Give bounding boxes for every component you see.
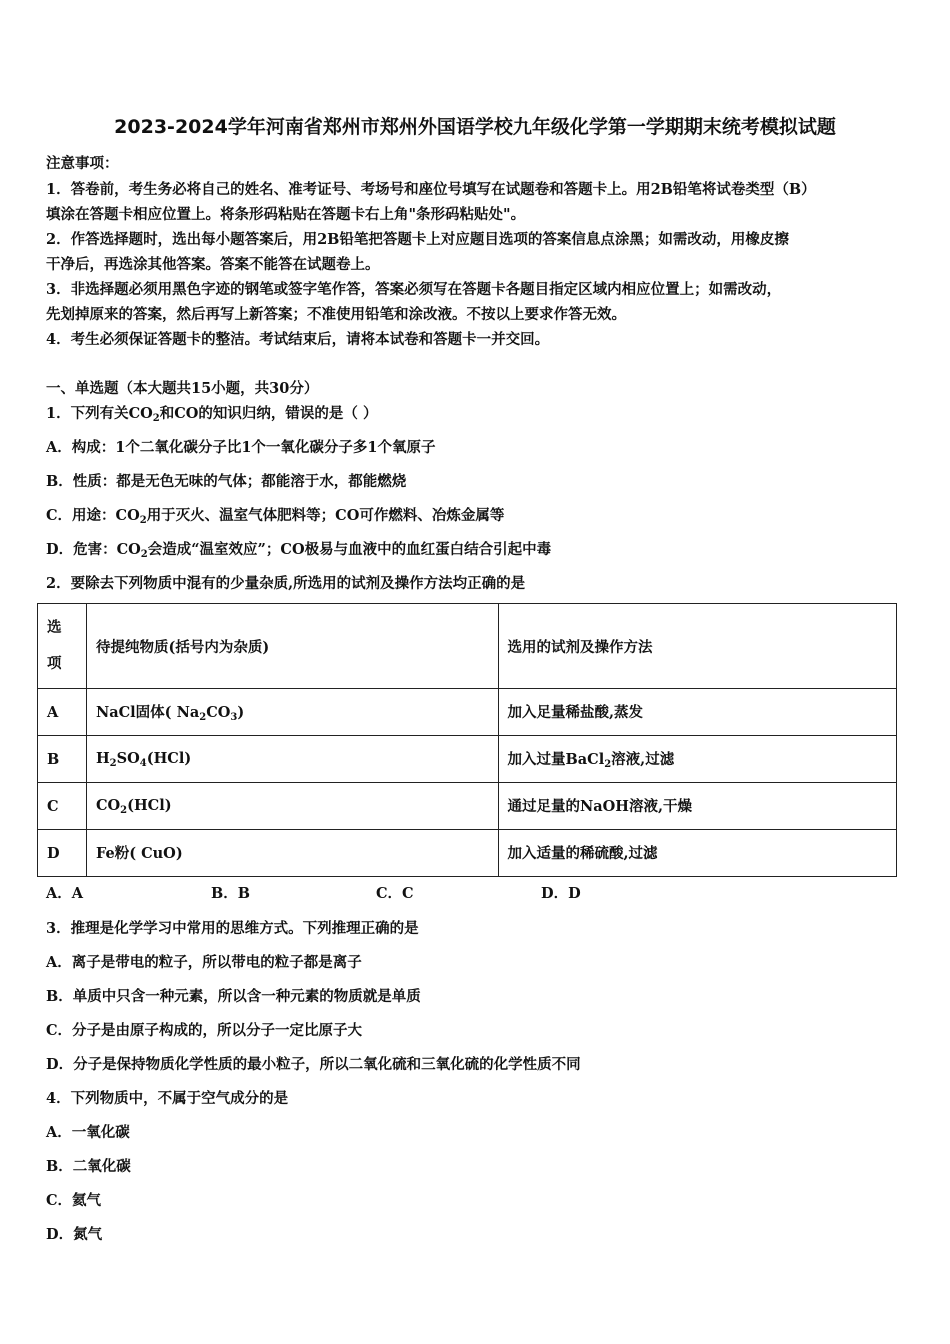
q2-choice-c: C．C <box>376 885 414 902</box>
row-substance: $CO_2(HCl)$ <box>86 783 498 830</box>
q1-stem: 1．下列有关$CO_2$和CO的知识归纳，错误的是（ ） <box>46 405 378 424</box>
row-method: 加入足量稀盐酸,蒸发 <box>498 689 897 736</box>
header-method: 选用的试剂及操作方法 <box>498 604 897 689</box>
row-substance: NaCl固体( $Na_2CO_3$) <box>86 689 498 736</box>
row-method: 通过足量的NaOH溶液,干燥 <box>498 783 897 830</box>
header-substance: 待提纯物质(括号内为杂质) <box>86 604 498 689</box>
q1-option-c: C．用途：$CO_2$用于灭火、温室气体肥料等；CO可作燃料、冶炼金属等 <box>46 507 505 526</box>
notice-line: 干净后，再选涂其他答案。答案不能答在试题卷上。 <box>46 256 380 273</box>
row-option: B <box>38 736 87 783</box>
q2-choice-d: D．D <box>541 885 581 902</box>
notice-heading: 注意事项： <box>46 155 119 172</box>
row-substance: Fe粉( CuO) <box>86 830 498 877</box>
section-heading: 一、单选题（本大题共15小题，共30分） <box>46 380 319 397</box>
q4-option-a: A．一氧化碳 <box>46 1124 130 1141</box>
notice-line: 填涂在答题卡相应位置上。将条形码粘贴在答题卡右上角"条形码粘贴处"。 <box>46 206 526 223</box>
q4-option-d: D．氮气 <box>46 1226 103 1243</box>
notice-line: 1．答卷前，考生务必将自己的姓名、准考证号、考场号和座位号填写在试题卷和答题卡上。用2B铅笔将试卷类型（B） <box>46 181 816 198</box>
q3-option-c: C．分子是由原子构成的，所以分子一定比原子大 <box>46 1022 363 1039</box>
q2-stem: 2．要除去下列物质中混有的少量杂质,所选用的试剂及操作方法均正确的是 <box>46 575 526 592</box>
table-row <box>38 736 897 783</box>
q2-choice-b: B．B <box>211 885 251 902</box>
header-option: 选 项 <box>38 604 87 689</box>
q4-option-b: B．二氧化碳 <box>46 1158 131 1175</box>
table-row <box>38 783 897 830</box>
q2-table <box>37 603 897 877</box>
table-row <box>38 830 897 877</box>
q3-option-d: D．分子是保持物质化学性质的最小粒子，所以二氧化硫和三氧化硫的化学性质不同 <box>46 1056 581 1073</box>
q1-option-d: D．危害：$CO_2$会造成“温室效应”；CO极易与血液中的血红蛋白结合引起中毒 <box>46 541 552 560</box>
row-option: D <box>38 830 87 877</box>
row-substance: $H_2SO_4(HCl)$ <box>86 736 498 783</box>
q4-stem: 4．下列物质中，不属于空气成分的是 <box>46 1090 289 1107</box>
q2-choice-a: A．A <box>46 885 84 902</box>
row-method: 加入过量BaCl$_2$溶液,过滤 <box>498 736 897 783</box>
q3-option-a: A．离子是带电的粒子，所以带电的粒子都是离子 <box>46 954 362 971</box>
row-method: 加入适量的稀硫酸,过滤 <box>498 830 897 877</box>
q1-option-a: A．构成：1个二氧化碳分子比1个一氧化碳分子多1个氧原子 <box>46 439 436 456</box>
table-row <box>38 689 897 736</box>
table-header-row <box>38 604 897 689</box>
notice-line: 2．作答选择题时，选出每小题答案后，用2B铅笔把答题卡上对应题目选项的答案信息点涂黑；如需改动，用橡皮擦 <box>46 231 789 248</box>
page-title: 2023-2024学年河南省郑州市郑州外国语学校九年级化学第一学期期末统考模拟试题 <box>114 116 836 138</box>
row-option: C <box>38 783 87 830</box>
q3-stem: 3．推理是化学学习中常用的思维方式。下列推理正确的是 <box>46 920 419 937</box>
notice-line: 4．考生必须保证答题卡的整洁。考试结束后，请将本试卷和答题卡一并交回。 <box>46 331 550 348</box>
q3-option-b: B．单质中只含一种元素，所以含一种元素的物质就是单质 <box>46 988 421 1005</box>
row-option: A <box>38 689 87 736</box>
q4-option-c: C．氦气 <box>46 1192 102 1209</box>
q1-option-b: B．性质：都是无色无味的气体；都能溶于水，都能燃烧 <box>46 473 407 490</box>
notice-line: 先划掉原来的答案，然后再写上新答案；不准使用铅笔和涂改液。不按以上要求作答无效。 <box>46 306 626 323</box>
notice-line: 3．非选择题必须用黑色字迹的钢笔或签字笔作答，答案必须写在答题卡各题目指定区域内相应位置上；如需改动， <box>46 281 782 298</box>
